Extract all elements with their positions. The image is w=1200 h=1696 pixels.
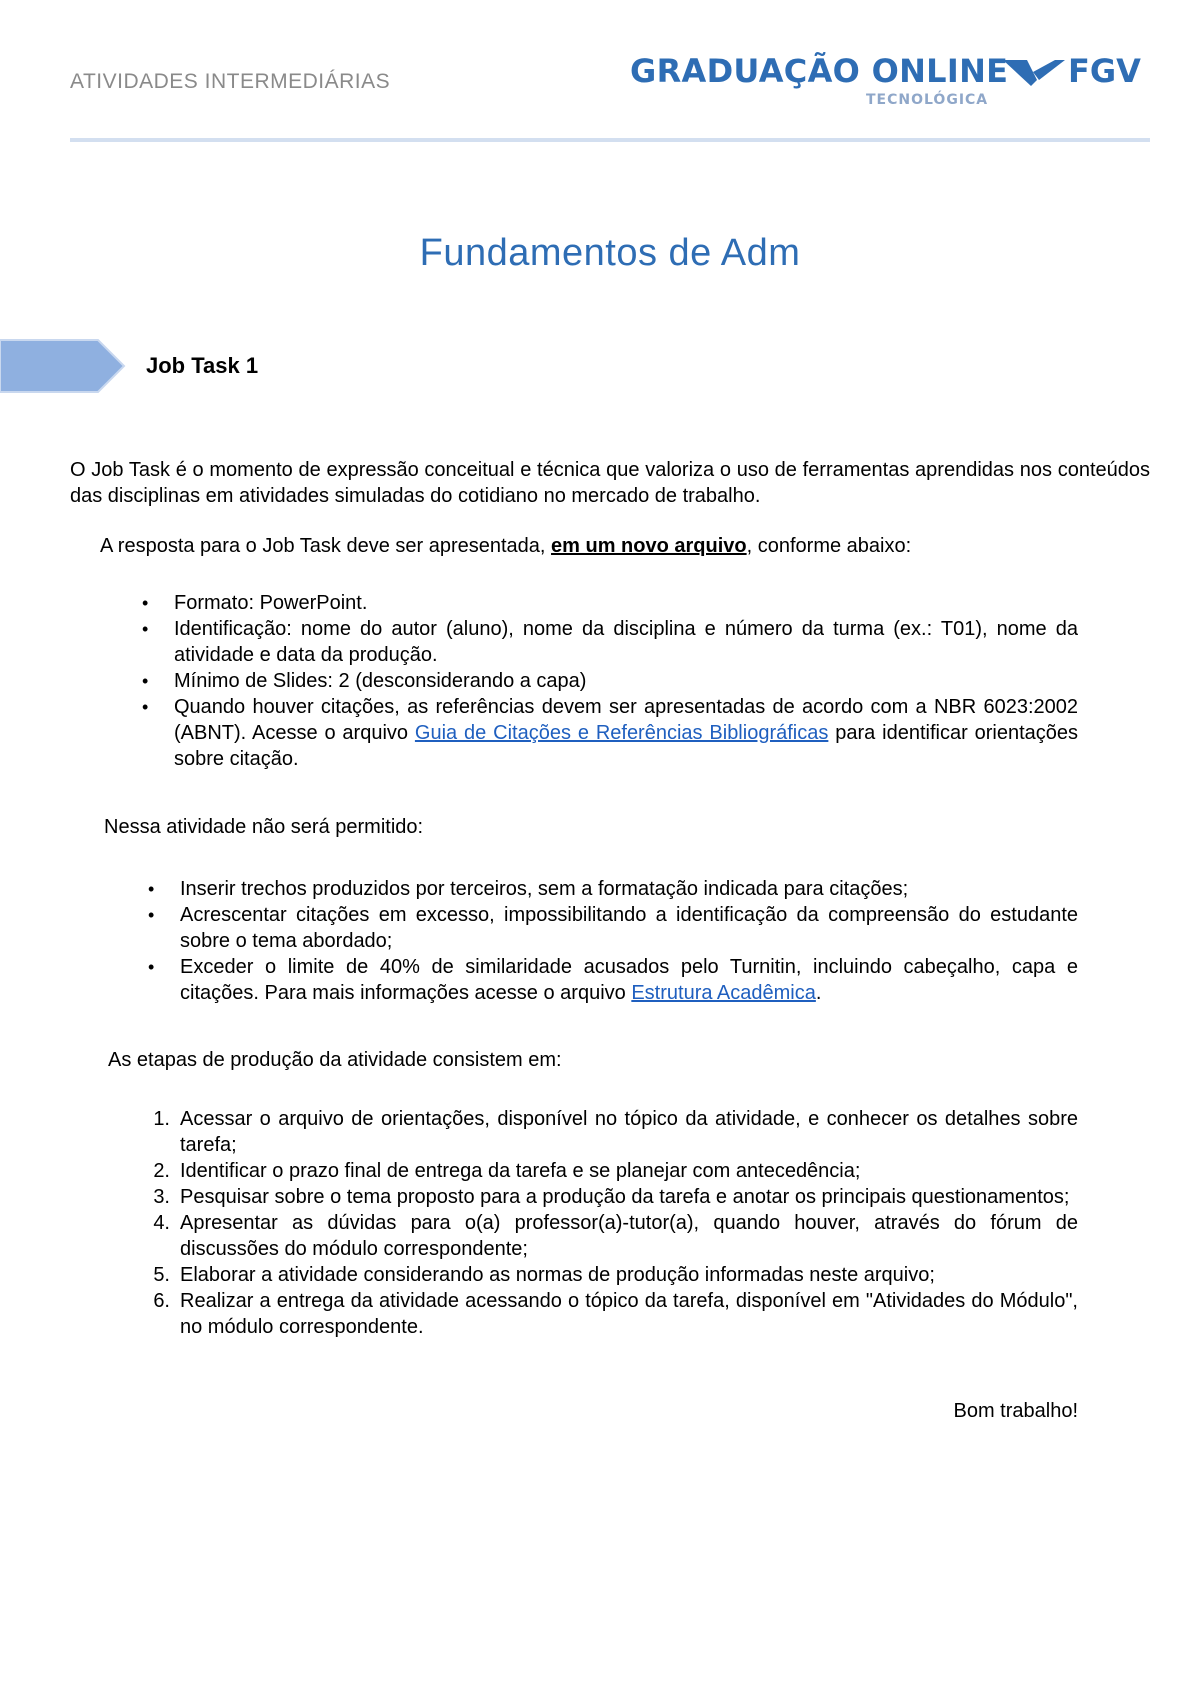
list-item-text: Identificar o prazo final de entrega da tarefa e se planejar com antecedência; [180,1160,861,1182]
list-item [153,1288,1078,1340]
list-item-text: Acrescentar citações em excesso, impossibilitando a identificação da compreensão do estudante sobre o tema abordado; [180,904,1078,952]
arrow-banner-icon [0,338,126,399]
list-item [142,616,1078,668]
step-number: 4. [153,1212,170,1234]
logo-brand-text: FGV [1068,52,1141,90]
header-divider [70,138,1150,142]
fgv-logo [630,52,1150,112]
fgv-chevron-icon [1003,58,1067,93]
step-number: 2. [153,1160,170,1182]
list-item [142,590,1078,616]
citation-guide-link[interactable]: Guia de Citações e Referências Bibliográficas [414,722,829,744]
bullet-marker: • [142,697,149,717]
list-item-text: Identificação: nome do autor (aluno), nome da disciplina e número da turma (ex.: T01), nome da atividade e data da produção. [174,618,1078,666]
not-allowed-heading: Nessa atividade não será permitido: [104,816,424,838]
response-after: , conforme abaixo: [746,535,912,557]
list-item [148,902,1078,954]
bullet-marker: • [148,905,155,925]
bullet-marker: • [142,619,149,639]
list-item-text: . [815,982,822,1004]
requirements-list [142,590,1078,772]
list-item-text: Formato: PowerPoint. [174,592,368,614]
list-item [142,668,1078,694]
bullet-marker: • [148,879,155,899]
list-item-text: Realizar a entrega da atividade acessando o tópico da tarefa, disponível em "Atividades do Módulo", no módulo correspondente. [180,1290,1078,1338]
list-item-text: Inserir trechos produzidos por terceiros, sem a formatação indicada para citações; [180,878,909,900]
list-item [153,1106,1078,1158]
steps-list [153,1106,1078,1340]
header-label: ATIVIDADES INTERMEDIÁRIAS [70,70,391,93]
list-item-text: Apresentar as dúvidas para o(a) professor(a)-tutor(a), quando houver, através do fórum de discussões do módulo correspondente; [180,1212,1078,1260]
page-title: Fundamentos de Adm [419,232,801,274]
list-item-text: Acessar o arquivo de orientações, disponível no tópico da atividade, e conhecer os detalhes sobre tarefa; [180,1108,1078,1156]
list-item [153,1262,1078,1288]
step-number: 6. [153,1290,170,1312]
step-number: 5. [153,1264,170,1286]
list-item-text: Exceder o limite de 40% de similaridade acusados pelo Turnitin, incluindo cabeçalho, capa e citações. Para mais informações acesse o arquivo [180,956,1078,1004]
list-item [148,876,1078,902]
response-paragraph [100,533,911,559]
steps-heading: As etapas de produção da atividade consistem em: [108,1049,562,1071]
bullet-marker: • [148,957,155,977]
logo-main-text: GRADUAÇÃO ONLINE [630,52,1009,90]
list-item [153,1158,1078,1184]
task-label: Job Task 1 [146,353,259,378]
list-item-text: Mínimo de Slides: 2 (desconsiderando a capa) [174,670,587,692]
response-emphasis: em um novo arquivo [551,535,747,557]
list-item-text: Quando houver citações, as referências devem ser apresentadas de acordo com a NBR 6023:2002 (ABNT). Acesse o arquivo [174,696,1078,744]
logo-sub-text: TECNOLÓGICA [866,92,989,108]
list-item [153,1210,1078,1262]
closing-text: Bom trabalho! [953,1400,1078,1422]
intro-paragraph: O Job Task é o momento de expressão conceitual e técnica que valoriza o uso de ferramentas aprendidas nos conteúdos das disciplinas em atividades simuladas do cotidiano no mercado de trabalho. [70,459,1150,507]
not-allowed-list [148,876,1078,1006]
bullet-marker: • [142,671,149,691]
list-item-text: Elaborar a atividade considerando as normas de produção informadas neste arquivo; [180,1264,935,1286]
list-item-text: para identificar orientações sobre citação. [174,722,1078,770]
step-number: 3. [153,1186,170,1208]
academic-structure-link[interactable]: Estrutura Acadêmica [631,982,816,1004]
list-item [148,954,1078,1006]
step-number: 1. [153,1108,170,1130]
list-item [142,694,1078,772]
bullet-marker: • [142,593,149,613]
response-before: A resposta para o Job Task deve ser apresentada, [100,535,552,557]
list-item [153,1184,1078,1210]
list-item-text: Pesquisar sobre o tema proposto para a produção da tarefa e anotar os principais questionamentos; [180,1186,1070,1208]
